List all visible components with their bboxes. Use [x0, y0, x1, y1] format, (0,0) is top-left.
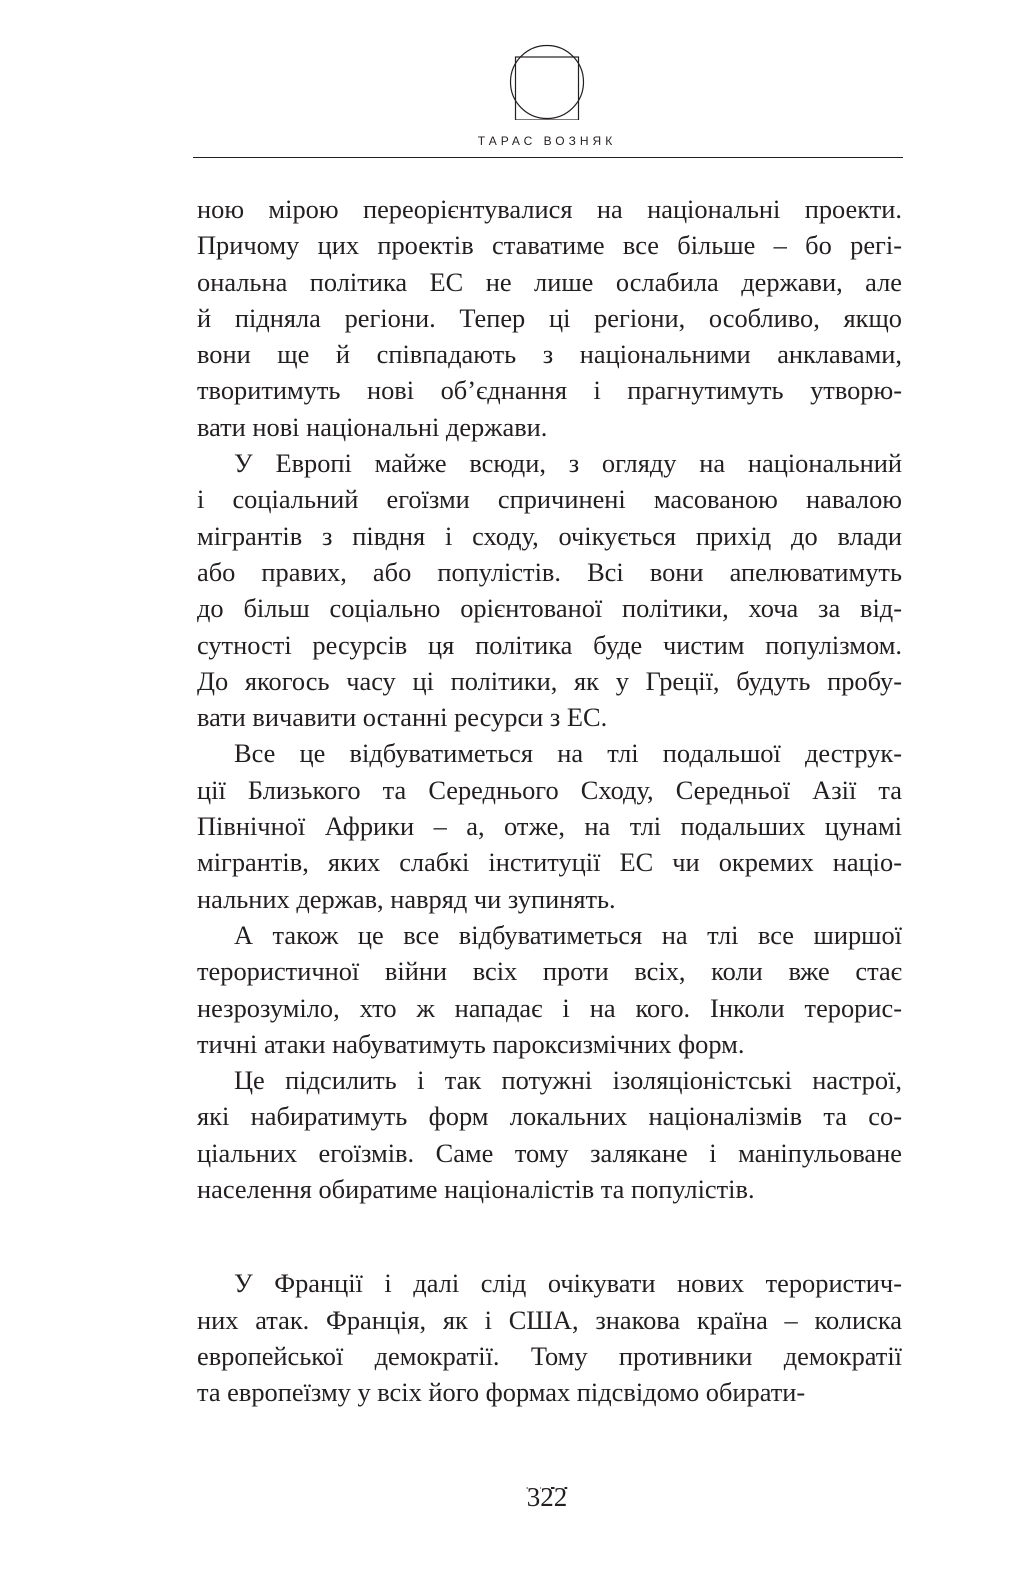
- text-line: ною мірою переорієнтувалися на національні проекти.: [197, 194, 902, 224]
- text-line: вати вичавити останні ресурси з ЕС.: [197, 702, 608, 733]
- body-text: [197, 191, 902, 1411]
- text-line: нальних держав, навряд чи зупинять.: [197, 883, 616, 914]
- text-line: Причому цих проектів ставатиме все більше – бо регі-: [197, 230, 902, 261]
- text-line: ональна політика ЕС не лише ослабила держави, але: [197, 266, 902, 297]
- text-line: европейської демократії. Тому противники демократії: [197, 1340, 902, 1371]
- text-line: Північної Африки – а, отже, на тлі подальших цунамі: [197, 811, 902, 842]
- emblem-logo: [509, 44, 585, 120]
- text-line: та европеїзму у всіх його формах підсвідомо обирати-: [197, 1377, 806, 1408]
- paragraph: [197, 191, 902, 445]
- text-line: У Франції і далі слід очікувати нових терористич-: [234, 1268, 902, 1299]
- text-line: вати нові національні держави.: [197, 411, 548, 442]
- text-line: тичні атаки набуватимуть пароксизмічних форм.: [197, 1028, 745, 1059]
- paragraph: [197, 1062, 902, 1207]
- text-line: ціальних егоїзмів. Саме тому залякане і маніпульоване: [197, 1137, 902, 1168]
- text-line: й підняла регіони. Тепер ці регіони, особливо, якщо: [197, 302, 902, 333]
- text-line: них атак. Франція, як і США, знакова країна – колиска: [197, 1304, 902, 1335]
- header-rule: [193, 157, 903, 158]
- text-line: терористичної війни всіх проти всіх, коли вже стає: [197, 956, 902, 987]
- paragraph: [197, 735, 902, 916]
- running-header-author: ТАРАС ВОЗНЯК: [477, 134, 617, 148]
- text-line: А також це все відбуватиметься на тлі все ширшої: [234, 919, 902, 950]
- text-line: і соціальний егоїзми спричинені масованою навалою: [197, 484, 902, 515]
- section-gap: [197, 1207, 902, 1265]
- text-line: До якогось часу ці політики, як у Греції, будуть пробу-: [197, 665, 902, 696]
- text-line: сутності ресурсів ця політика буде чистим популізмом.: [197, 629, 902, 660]
- text-line: або правих, або популістів. Всі вони апелюватимуть: [197, 556, 902, 587]
- text-line: Все це відбуватиметься на тлі подальшої деструк-: [234, 738, 902, 769]
- paragraph: [197, 917, 902, 1062]
- text-line: які набиратимуть форм локальних націоналізмів та со-: [197, 1101, 902, 1132]
- text-line: У Европі майже всюди, з огляду на національний: [234, 448, 902, 479]
- text-line: вони ще й співпадають з національними анклавами,: [197, 339, 902, 370]
- text-line: ції Близького та Середнього Сходу, Середньої Азії та: [197, 774, 902, 805]
- paragraph: [197, 445, 902, 735]
- paragraph: [197, 1265, 902, 1410]
- text-line: Це підсилить і так потужні ізоляціоністські настрої,: [234, 1065, 902, 1096]
- text-line: незрозуміло, хто ж нападає і на кого. Інколи терорис-: [197, 992, 902, 1023]
- page-number: 322: [526, 1482, 568, 1512]
- text-line: мігрантів з півдня і сходу, очікується прихід до влади: [197, 520, 902, 551]
- text-line: до більш соціально орієнтованої політики, хоча за від-: [197, 593, 902, 624]
- text-line: творитимуть нові об’єднання і прагнутимуть утворю-: [197, 375, 902, 406]
- text-line: мігрантів, яких слабкі інституції ЕС чи окремих націо-: [197, 847, 902, 878]
- text-line: населення обиратиме націоналістів та популістів.: [197, 1174, 755, 1205]
